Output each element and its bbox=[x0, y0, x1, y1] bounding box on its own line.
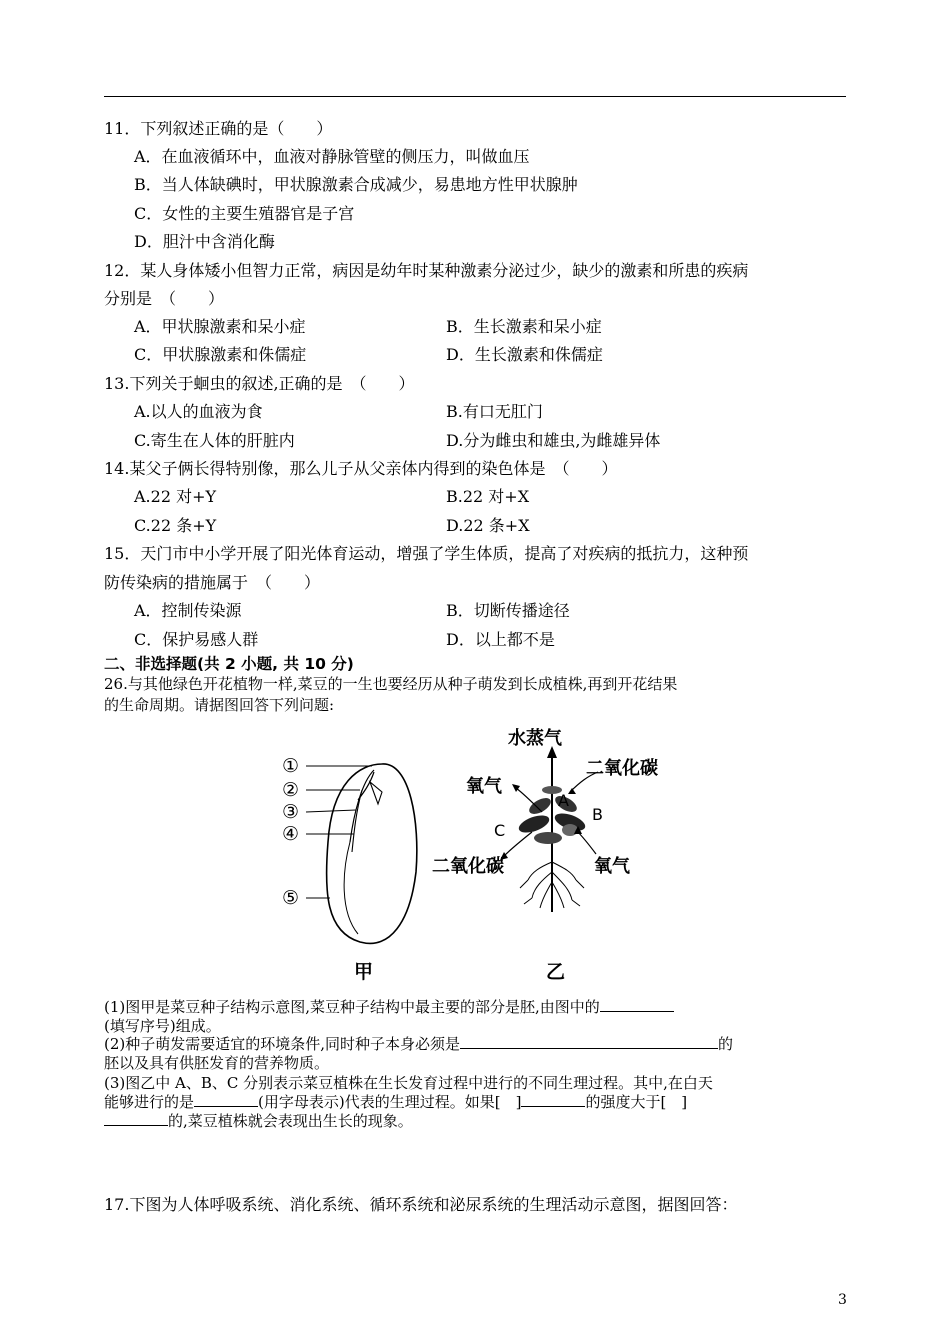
q26-part3-line3 bbox=[104, 1110, 413, 1132]
q26-part2-text: (2)种子萌发需要适宜的环境条件,同时种子本身必须是 bbox=[104, 1035, 461, 1053]
seed-label-4: ④ bbox=[282, 823, 300, 845]
plant-caption: 乙 bbox=[546, 961, 566, 983]
q14-option-d: D.22 条+X bbox=[446, 516, 530, 535]
q13-option-c: C.寄生在人体的肝脏内 bbox=[134, 431, 295, 450]
o2-left-label: 氧气 bbox=[466, 776, 502, 797]
process-c-label: C bbox=[494, 821, 506, 840]
q26-part2-blank bbox=[460, 1033, 718, 1049]
q12-stem-line2: 分别是 （ ） bbox=[104, 289, 225, 308]
q17-stem: 17.下图为人体呼吸系统、消化系统、循环系统和泌尿系统的生理活动示意图，据图回答： bbox=[104, 1195, 738, 1214]
q26-stem-line1: 26.与其他绿色开花植物一样,菜豆的一生也要经历从种子萌发到长成植株,再到开花结果 bbox=[104, 675, 678, 693]
q11-stem: 11．下列叙述正确的是（ ） bbox=[104, 119, 333, 138]
q15-option-d: D．以上都不是 bbox=[446, 630, 555, 649]
q12-stem-line1: 12．某人身体矮小但智力正常，病因是幼年时某种激素分泌过少，缺少的激素和所患的疾病 bbox=[104, 261, 749, 280]
q26-part1-blank bbox=[600, 996, 674, 1012]
q26-part3-blank-3 bbox=[104, 1110, 168, 1126]
seed-caption: 甲 bbox=[354, 961, 374, 983]
q14-option-c: C.22 条+Y bbox=[134, 516, 217, 535]
q12-option-c: C．甲状腺激素和侏儒症 bbox=[134, 345, 307, 364]
q26-part3-text-a: 能够进行的是 bbox=[104, 1093, 195, 1111]
process-a-label: A bbox=[558, 791, 569, 810]
q26-stem-line2: 的生命周期。请据图回答下列问题: bbox=[104, 696, 335, 714]
q15-stem-line2: 防传染病的措施属于 （ ） bbox=[104, 573, 321, 592]
q26-part3-line1: (3)图乙中 A、B、C 分别表示菜豆植株在生长发育过程中进行的不同生理过程。其中,在白天 bbox=[104, 1074, 713, 1092]
seed-label-3: ③ bbox=[282, 801, 300, 823]
q13-option-a: A.以人的血液为食 bbox=[134, 402, 263, 421]
q12-option-b: B．生长激素和呆小症 bbox=[446, 317, 602, 336]
q26-part3-blank-1 bbox=[194, 1091, 258, 1107]
q13-option-d: D.分为雌虫和雄虫,为雌雄异体 bbox=[446, 431, 661, 450]
q14-option-b: B.22 对+X bbox=[446, 487, 530, 506]
q12-option-a: A．甲状腺激素和呆小症 bbox=[134, 317, 306, 336]
q14-option-a: A.22 对+Y bbox=[134, 487, 217, 506]
q26-part3-text-c: 的强度大于[ ] bbox=[585, 1093, 688, 1111]
q26-part3-text-b: (用字母表示)代表的生理过程。如果[ ] bbox=[258, 1093, 522, 1111]
q15-option-c: C．保护易感人群 bbox=[134, 630, 259, 649]
seed-label-5: ⑤ bbox=[282, 887, 300, 909]
bean-plant-diagram bbox=[432, 727, 658, 983]
q11-option-b: B．当人体缺碘时，甲状腺激素合成减少，易患地方性甲状腺肿 bbox=[134, 175, 578, 194]
q13-stem: 13.下列关于蛔虫的叙述,正确的是 （ ） bbox=[104, 374, 415, 393]
seed-label-2: ② bbox=[282, 779, 300, 801]
co2-bottom-label: 二氧化碳 bbox=[432, 856, 504, 877]
process-b-label: B bbox=[592, 805, 603, 824]
q26-figure bbox=[270, 722, 690, 987]
page-number: 3 bbox=[838, 1292, 847, 1308]
seed-label-1: ① bbox=[282, 755, 300, 777]
q13-option-b: B.有口无肛门 bbox=[446, 402, 543, 421]
q11-option-c: C．女性的主要生殖器官是子宫 bbox=[134, 204, 355, 223]
q15-option-a: A．控制传染源 bbox=[134, 601, 242, 620]
q26-part1-line2: (填写序号)组成。 bbox=[104, 1017, 221, 1035]
q26-part2-line2: 胚以及具有供胚发育的营养物质。 bbox=[104, 1054, 330, 1072]
header-rule bbox=[104, 96, 846, 97]
q15-stem-line1: 15．天门市中小学开展了阳光体育运动，增强了学生体质，提高了对疾病的抵抗力，这种预 bbox=[104, 544, 749, 563]
q15-option-b: B．切断传播途径 bbox=[446, 601, 570, 620]
bean-seed-diagram bbox=[282, 755, 417, 983]
q11-option-d: D．胆汁中含消化酶 bbox=[134, 232, 275, 251]
q14-stem: 14.某父子俩长得特别像，那么儿子从父亲体内得到的染色体是 （ ） bbox=[104, 459, 618, 478]
q26-part3-blank-2 bbox=[521, 1091, 585, 1107]
co2-top-label: 二氧化碳 bbox=[586, 758, 658, 779]
q26-part2-text-end: 的 bbox=[718, 1035, 734, 1053]
o2-bottom-label: 氧气 bbox=[594, 856, 630, 877]
water-vapor-label: 水蒸气 bbox=[508, 728, 562, 749]
q26-part1-text: (1)图甲是菜豆种子结构示意图,菜豆种子结构中最主要的部分是胚,由图中的 bbox=[104, 998, 600, 1016]
section2-title: 二、非选择题(共 2 小题, 共 10 分) bbox=[104, 655, 354, 673]
q12-option-d: D．生长激素和侏儒症 bbox=[446, 345, 603, 364]
q26-part3-text-d: 的,菜豆植株就会表现出生长的现象。 bbox=[168, 1112, 413, 1130]
q11-option-a: A．在血液循环中，血液对静脉管壁的侧压力，叫做血压 bbox=[134, 147, 530, 166]
